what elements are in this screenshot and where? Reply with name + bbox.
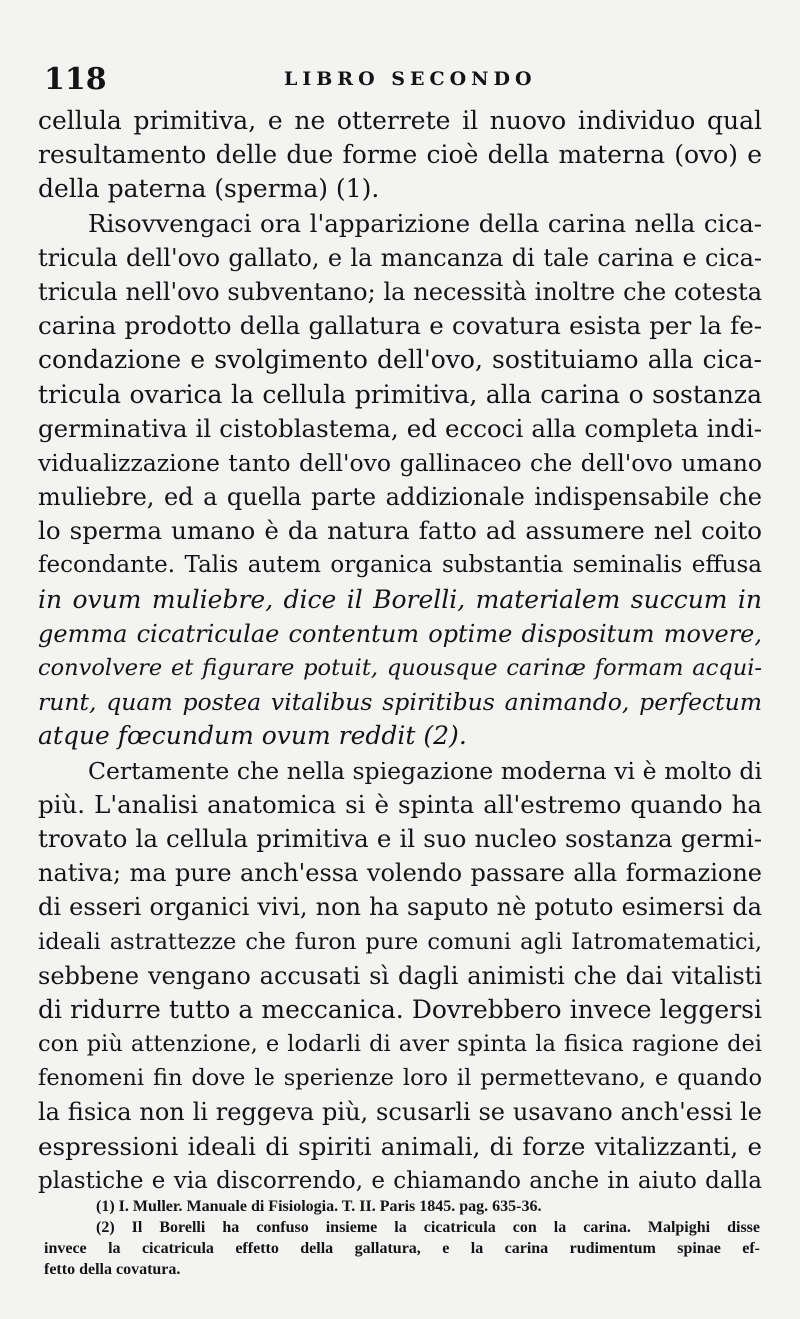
text-line: sebbene vengano accusati sì dagli animisti che dai vitalisti: [38, 961, 762, 990]
text-line: condazione e svolgimento dell'ovo, sostituiamo alla cica-: [38, 345, 762, 375]
main-text: [38, 104, 762, 1198]
text-line: vidualizzazione tanto dell'ovo gallinaceo che dell'ovo umano: [38, 448, 762, 477]
text-line: ideali astrattezze che furon pure comuni agli Iatromatematici,: [38, 928, 762, 955]
page-number: 118: [44, 62, 107, 97]
text-line: Certamente che nella spiegazione moderna vi è molto di: [88, 756, 762, 785]
text-line: fenomeni fin dove le sperienze loro il permettevano, e quando: [38, 1065, 762, 1092]
footnotes: [44, 1196, 760, 1280]
text-line: convolvere et figurare potuit, quousque carinæ formam acqui-: [38, 655, 762, 681]
text-line: la fisica non li reggeva più, scusarli se usavano anch'essi le: [38, 1098, 762, 1127]
text-line: trovato la cellula primitiva e il suo nucleo sostanza germi-: [38, 823, 762, 853]
text-line: fecondante. Talis autem organica substantia seminalis effusa: [38, 552, 762, 579]
text-line: in ovum muliebre, dice il Borelli, materialem succum in: [38, 584, 762, 614]
footnote-line: (1) I. Muller. Manuale di Fisiologia. T. II. Paris 1845. pag. 635-36.: [96, 1198, 542, 1215]
text-line: carina prodotto della gallatura e covatura esista per la fe-: [38, 311, 762, 341]
text-line: resultamento delle due forme cioè della materna (ovo) e: [38, 140, 762, 170]
text-line: tricula ovarica la cellula primitiva, alla carina o sostanza: [38, 379, 762, 409]
text-line: runt, quam postea vitalibus spiritibus animando, perfectum: [38, 688, 762, 717]
text-line: di esseri organici vivi, non ha saputo nè potuto esimersi da: [38, 893, 762, 922]
text-line: espressioni ideali di spiriti animali, di forze vitalizzanti, e: [38, 1131, 762, 1161]
text-line: tricula nell'ovo subventano; la necessità inoltre che cotesta: [38, 277, 762, 306]
text-line: tricula dell'ovo gallato, e la mancanza di tale carina e cica-: [38, 243, 762, 272]
footnote-line: invece la cicatricula effetto della gallatura, e la carina rudimentum spinae ef-: [44, 1240, 760, 1257]
text-line: germinativa il cistoblastema, ed eccoci alla completa indi-: [38, 413, 762, 443]
text-line: cellula primitiva, e ne otterrete il nuovo individuo qual: [38, 106, 762, 135]
text-line: Risovvengaci ora l'apparizione della carina nella cica-: [88, 208, 762, 238]
text-line: gemma cicatriculae contentum optime dispositum movere,: [38, 619, 762, 648]
text-line: lo sperma umano è da natura fatto ad assumere nel coito: [38, 516, 762, 546]
footnote-line: fetto della covatura.: [44, 1261, 181, 1278]
text-line: più. L'analisi anatomica si è spinta all'estremo quando ha: [38, 789, 762, 819]
text-line: muliebre, ed a quella parte addizionale indispensabile che: [38, 483, 762, 512]
running-head: LIBRO SECONDO: [284, 68, 537, 90]
text-line: plastiche e via discorrendo, e chiamando anche in aiuto dalla: [38, 1167, 762, 1194]
footnote-line: (2) Il Borelli ha confuso insieme la cicatricula con la carina. Malpighi disse: [96, 1219, 760, 1236]
page-header: [44, 62, 764, 98]
text-line: atque fœcundum ovum reddit (2).: [38, 721, 467, 751]
text-line: nativa; ma pure anch'essa volendo passare alla formazione: [38, 859, 762, 888]
text-line: con più attenzione, e lodarli di aver spinta la fisica ragione dei: [38, 1031, 762, 1058]
text-line: della paterna (sperma) (1).: [38, 174, 380, 204]
text-line: di ridurre tutto a meccanica. Dovrebbero invece leggersi: [38, 994, 762, 1024]
